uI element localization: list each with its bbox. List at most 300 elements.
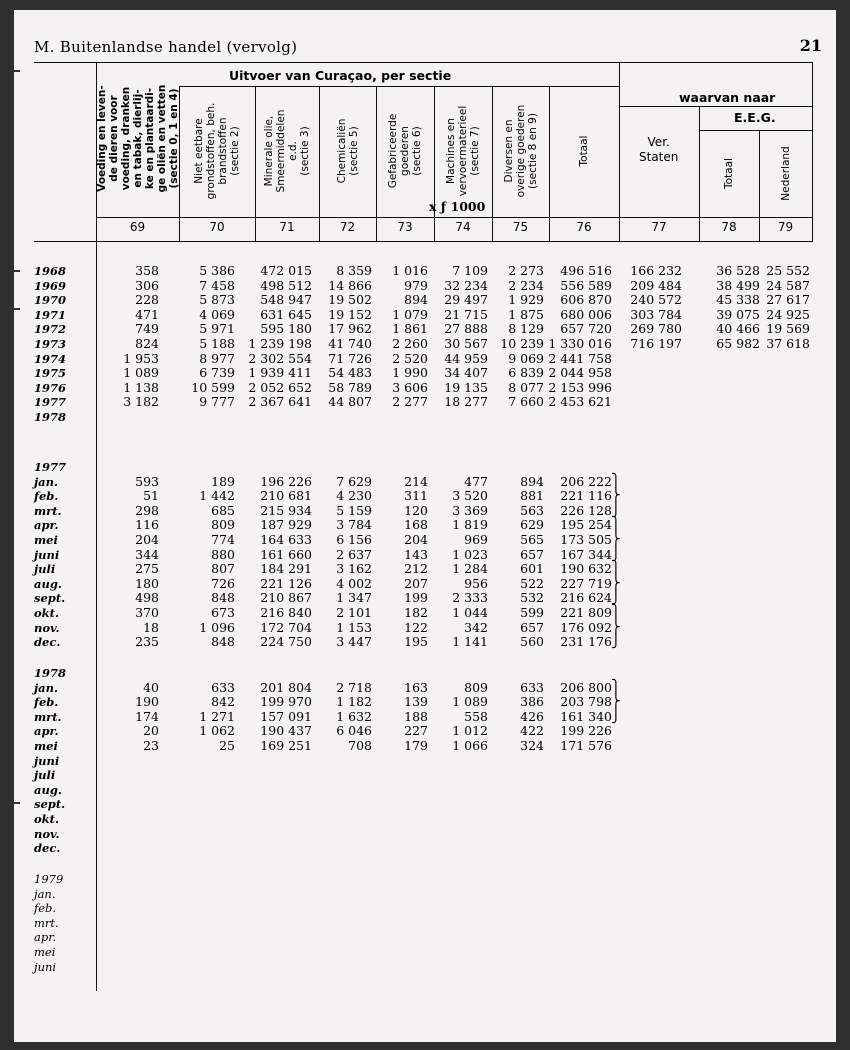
monthly-1977-row-cell: 227 719 bbox=[560, 575, 612, 591]
annual-row-cell: 6 739 bbox=[199, 365, 235, 381]
monthly-1977-row-cell: 657 bbox=[520, 619, 544, 635]
annual-row-cell: 2 044 958 bbox=[548, 365, 612, 381]
monthly-1977-row-label: jan. bbox=[34, 474, 58, 489]
subgroup-rule bbox=[619, 106, 812, 107]
monthly-1977-row-label: juli bbox=[34, 562, 56, 577]
annual-row-cell: 1 089 bbox=[123, 365, 159, 381]
annual-row-cell: 8 129 bbox=[508, 321, 544, 337]
column-number-76: 76 bbox=[576, 220, 592, 234]
monthly-1977-row-cell: 3 162 bbox=[336, 561, 372, 577]
monthly-1978-row-label: mei bbox=[34, 739, 58, 753]
column-number-70: 70 bbox=[209, 220, 225, 234]
monthly-1978-row-cell: 558 bbox=[464, 708, 488, 724]
monthly-1978-row-label: okt. bbox=[34, 812, 59, 826]
monthly-1977-row-cell: 210 867 bbox=[260, 590, 312, 606]
monthly-1977-row-cell: 173 505 bbox=[560, 532, 612, 547]
monthly-1977-row-cell: 196 226 bbox=[260, 473, 312, 489]
monthly-1977-row-cell: 226 128 bbox=[560, 502, 612, 518]
monthly-1977-row-cell: 221 116 bbox=[560, 488, 612, 504]
annual-row-cell: 680 006 bbox=[560, 306, 612, 322]
brace-mark: ⎭ bbox=[611, 502, 621, 518]
monthly-1977-row-cell: 172 704 bbox=[260, 619, 312, 635]
annual-row-cell: 1 875 bbox=[508, 306, 544, 322]
annual-row-cell: 2 367 641 bbox=[248, 394, 312, 410]
monthly-1977-row-label: mei bbox=[34, 533, 58, 547]
annual-row-cell: 30 567 bbox=[444, 336, 488, 351]
monthly-1977-row-cell: 215 934 bbox=[260, 502, 312, 518]
margin-mark bbox=[14, 308, 20, 310]
monthly-1977-row-cell: 18 bbox=[143, 619, 159, 635]
monthly-1977-row-cell: 599 bbox=[520, 605, 544, 620]
monthly-1978-row-cell: 190 bbox=[135, 694, 159, 710]
annual-row-cell: 14 866 bbox=[328, 277, 372, 293]
monthly-1978-row-cell: 139 bbox=[404, 694, 428, 710]
column-header-79: Nederland bbox=[779, 146, 792, 201]
annual-row-cell: 606 870 bbox=[560, 292, 612, 308]
monthly-1977-row-cell: 161 660 bbox=[260, 546, 312, 562]
monthly-1977-row-cell: 894 bbox=[520, 473, 544, 489]
monthly-1978-row-cell: 426 bbox=[520, 708, 544, 724]
annual-row-cell: 1 929 bbox=[508, 292, 544, 308]
monthly-1977-row-cell: 881 bbox=[520, 488, 544, 504]
column-divider bbox=[619, 62, 620, 242]
annual-row-cell: 54 483 bbox=[328, 365, 372, 381]
annual-row-cell: 2 520 bbox=[392, 350, 428, 366]
column-number-71: 71 bbox=[279, 220, 295, 234]
annual-row-cell: 24 925 bbox=[766, 306, 810, 322]
monthly-1977-row-label: aug. bbox=[34, 576, 62, 591]
monthly-1977-row-cell: 4 230 bbox=[336, 488, 372, 504]
annual-row-cell: 269 780 bbox=[630, 321, 682, 337]
annual-row-cell: 2 302 554 bbox=[248, 350, 312, 366]
margin-mark bbox=[14, 70, 20, 72]
monthly-1977-row-cell: 195 254 bbox=[560, 517, 612, 533]
annual-row-cell: 8 077 bbox=[508, 379, 544, 395]
stub-divider bbox=[96, 241, 97, 991]
annual-row-cell: 18 277 bbox=[444, 394, 488, 410]
annual-row-cell: 39 075 bbox=[716, 306, 760, 322]
column-number-79: 79 bbox=[777, 220, 794, 234]
monthly-1977-row-cell: 204 bbox=[404, 532, 428, 547]
monthly-1977-row-cell: 311 bbox=[404, 488, 428, 504]
group-title-rule bbox=[179, 86, 619, 87]
column-header-71: Minerale olie, Smeermiddelen e.d. (sectie 3) bbox=[263, 109, 311, 193]
annual-row-cell: 240 572 bbox=[630, 292, 682, 308]
monthly-1977-row-cell: 199 bbox=[404, 590, 428, 606]
subgroup-title: waarvan naar bbox=[679, 90, 776, 105]
monthly-1977-row-cell: 685 bbox=[211, 502, 235, 518]
annual-row-cell: 979 bbox=[404, 277, 428, 293]
annual-row-label: 1969 bbox=[34, 278, 67, 293]
monthly-1978-row-label: apr. bbox=[34, 724, 59, 739]
annual-row-cell: 548 947 bbox=[260, 292, 312, 308]
monthly-1977-row-cell: 560 bbox=[520, 634, 544, 650]
annual-row-cell: 657 720 bbox=[560, 321, 612, 337]
document-page bbox=[14, 10, 836, 1042]
column-divider bbox=[319, 86, 320, 242]
monthly-1977-row-label: juni bbox=[34, 547, 60, 562]
annual-row-cell: 595 180 bbox=[260, 321, 312, 337]
monthly-1977-row-cell: 1 023 bbox=[452, 546, 488, 562]
annual-row-cell: 3 182 bbox=[123, 394, 159, 410]
monthly-1977-row-cell: 216 624 bbox=[560, 590, 612, 606]
annual-row-cell: 228 bbox=[135, 292, 159, 308]
monthly-1978-row-cell: 324 bbox=[520, 738, 544, 753]
monthly-1977-row-cell: 298 bbox=[135, 502, 159, 518]
annual-row-cell: 5 188 bbox=[199, 336, 235, 351]
annual-row-label: 1972 bbox=[34, 322, 67, 337]
monthly-1977-row-label: nov. bbox=[34, 620, 60, 635]
group-title: Uitvoer van Curaçao, per sectie bbox=[229, 68, 452, 83]
monthly-1977-row-cell: 657 bbox=[520, 546, 544, 562]
monthly-1977-row-cell: 221 126 bbox=[260, 575, 312, 591]
annual-row-cell: 58 789 bbox=[328, 379, 372, 395]
brace-mark: ⎫ bbox=[611, 605, 621, 620]
monthly-1978-row-cell: 1 062 bbox=[199, 723, 235, 739]
monthly-1977-row-label: dec. bbox=[34, 635, 61, 650]
monthly-1977-row-cell: 498 bbox=[135, 590, 159, 606]
annual-row-label: 1974 bbox=[34, 351, 67, 366]
monthly-1977-row-cell: 370 bbox=[135, 605, 159, 620]
annual-row-cell: 5 971 bbox=[199, 321, 235, 337]
annual-row-cell: 1 990 bbox=[392, 365, 428, 381]
monthly-1977-row-cell: 210 681 bbox=[260, 488, 312, 504]
monthly-1978-row-label: dec. bbox=[34, 841, 61, 856]
column-number-72: 72 bbox=[339, 220, 356, 234]
brace-mark: ⎫ bbox=[611, 517, 621, 533]
brace-mark: ⎭ bbox=[611, 708, 621, 724]
monthly-1977-row-cell: 182 bbox=[404, 605, 428, 620]
annual-row-cell: 25 552 bbox=[766, 263, 810, 278]
page-number: 21 bbox=[799, 36, 822, 55]
annual-row-cell: 24 587 bbox=[766, 277, 810, 293]
annual-row-cell: 2 260 bbox=[392, 336, 428, 351]
monthly-1977-row-cell: 231 176 bbox=[560, 634, 612, 650]
monthly-1978-row-cell: 169 251 bbox=[260, 738, 312, 753]
annual-row-cell: 2 273 bbox=[508, 263, 544, 278]
margin-mark bbox=[14, 270, 20, 272]
monthly-1977-row-cell: 207 bbox=[404, 575, 428, 591]
annual-row-cell: 7 458 bbox=[199, 277, 235, 293]
annual-row-cell: 472 015 bbox=[260, 263, 312, 278]
monthly-1977-row-cell: 6 156 bbox=[336, 532, 372, 547]
annual-row-label: 1977 bbox=[34, 395, 67, 410]
monthly-1978-row-cell: 2 718 bbox=[336, 679, 372, 695]
annual-row-label: 1978 bbox=[34, 410, 67, 424]
annual-row-label: 1975 bbox=[34, 366, 67, 381]
annual-row-cell: 41 740 bbox=[328, 336, 372, 351]
monthly-1977-row-cell: 204 bbox=[135, 532, 159, 547]
column-number-78: 78 bbox=[721, 220, 737, 234]
header-rule-bottom bbox=[34, 241, 812, 242]
column-header-78: Totaal bbox=[723, 158, 735, 189]
annual-row-cell: 19 569 bbox=[766, 321, 810, 337]
annual-row-cell: 2 453 621 bbox=[548, 394, 612, 410]
brace-mark: ⎫ bbox=[611, 561, 621, 577]
annual-row-cell: 44 807 bbox=[328, 394, 372, 410]
annual-row-cell: 10 599 bbox=[191, 379, 235, 395]
annual-row-cell: 37 618 bbox=[766, 336, 810, 351]
annual-row-cell: 471 bbox=[135, 306, 159, 322]
monthly-1978-row-cell: 1 632 bbox=[336, 708, 372, 724]
monthly-1979-row-label: mei bbox=[34, 945, 56, 959]
brace-mark: ⎭ bbox=[611, 590, 621, 606]
monthly-1977-row-cell: 3 447 bbox=[336, 634, 372, 650]
margin-mark bbox=[14, 802, 20, 804]
monthly-1977-row-cell: 224 750 bbox=[260, 634, 312, 650]
annual-row-cell: 27 888 bbox=[444, 321, 488, 337]
brace-mark: ⎭ bbox=[611, 546, 621, 562]
monthly-1978-row-label: mrt. bbox=[34, 709, 62, 724]
monthly-1977-row-cell: 206 222 bbox=[560, 473, 612, 489]
monthly-1977-row-label: mrt. bbox=[34, 503, 62, 518]
monthly-1978-row-cell: 174 bbox=[135, 708, 159, 724]
monthly-1977-row-cell: 3 784 bbox=[336, 517, 372, 533]
monthly-1977-row-cell: 51 bbox=[143, 488, 159, 504]
monthly-1977-row-cell: 212 bbox=[404, 561, 428, 577]
annual-row-cell: 303 784 bbox=[630, 306, 682, 322]
annual-row-cell: 894 bbox=[404, 292, 428, 308]
annual-row-cell: 8 977 bbox=[199, 350, 235, 366]
monthly-1977-row-label: sept. bbox=[34, 591, 66, 606]
column-header-69: Voeding en leven- de dieren voor voeding, dranken en tabak, dierlij- ke en plantaardi- ge oliën en vetten (sectie 0, 1 en 4) bbox=[95, 84, 180, 193]
annual-row-cell: 5 386 bbox=[199, 263, 235, 278]
monthly-1977-row-cell: 275 bbox=[135, 561, 159, 577]
monthly-1978-row-cell: 842 bbox=[211, 694, 235, 710]
monthly-1977-row-cell: 180 bbox=[135, 575, 159, 591]
monthly-1977-row-cell: 221 809 bbox=[560, 605, 612, 620]
annual-row-cell: 9 069 bbox=[508, 350, 544, 366]
annual-row-cell: 2 052 652 bbox=[248, 379, 312, 395]
monthly-1977-row-cell: 168 bbox=[404, 517, 428, 533]
annual-row-label: 1968 bbox=[34, 264, 67, 278]
annual-row-cell: 32 234 bbox=[444, 277, 488, 293]
monthly-1977-row-cell: 809 bbox=[211, 517, 235, 533]
annual-row-cell: 38 499 bbox=[716, 277, 760, 293]
monthly-1977-row-label: feb. bbox=[34, 489, 59, 504]
column-header-76: Totaal bbox=[578, 135, 590, 167]
annual-row-label: 1976 bbox=[34, 380, 67, 395]
monthly-1977-row-cell: 5 159 bbox=[336, 502, 372, 518]
annual-row-cell: 5 873 bbox=[199, 292, 235, 308]
monthly-1979-row-label: apr. bbox=[34, 930, 57, 945]
eeg-rule bbox=[699, 130, 812, 131]
monthly-1977-row-cell: 1 141 bbox=[452, 634, 488, 650]
monthly-1977-row-cell: 956 bbox=[464, 575, 488, 591]
annual-row-cell: 716 197 bbox=[630, 336, 682, 351]
monthly-1978-row-cell: 206 800 bbox=[560, 679, 612, 695]
annual-row-cell: 7 109 bbox=[452, 263, 488, 278]
monthly-1977-row-cell: 4 002 bbox=[336, 575, 372, 591]
monthly-1977-row-cell: 143 bbox=[404, 546, 428, 562]
annual-row-cell: 3 606 bbox=[392, 379, 428, 395]
annual-row-cell: 19 152 bbox=[328, 306, 372, 322]
annual-row-cell: 824 bbox=[135, 336, 159, 351]
monthly-1978-row-cell: 171 576 bbox=[560, 738, 612, 753]
annual-row-cell: 6 839 bbox=[508, 365, 544, 381]
monthly-1977-row-cell: 187 929 bbox=[260, 517, 312, 533]
monthly-1977-row-cell: 477 bbox=[464, 473, 488, 489]
column-divider bbox=[549, 86, 550, 242]
column-number-75: 75 bbox=[512, 220, 529, 234]
monthly-1977-row-cell: 2 333 bbox=[452, 590, 488, 606]
year-label-1977: 1977 bbox=[34, 460, 67, 474]
brace-mark: ⎫ bbox=[611, 473, 621, 489]
monthly-1978-row-cell: 633 bbox=[520, 679, 544, 695]
annual-row-cell: 29 497 bbox=[444, 292, 488, 308]
annual-row-cell: 631 645 bbox=[260, 306, 312, 322]
monthly-1978-row-label: aug. bbox=[34, 782, 62, 797]
monthly-1977-row-cell: 1 153 bbox=[336, 619, 372, 635]
column-number-73: 73 bbox=[397, 220, 413, 234]
column-header-74: Machines en vervoermaterieel (sectie 7) bbox=[445, 105, 481, 197]
column-divider bbox=[492, 86, 493, 242]
annual-row-cell: 1 138 bbox=[123, 379, 159, 395]
brace-mark: ⎬ bbox=[611, 619, 621, 635]
brace-mark: ⎬ bbox=[611, 532, 621, 547]
annual-row-cell: 209 484 bbox=[630, 277, 682, 293]
column-header-70: Niet eetbare grondstoffen, beh. brandstoffen (sectie 2) bbox=[193, 102, 241, 200]
monthly-1977-row-cell: 176 092 bbox=[560, 619, 612, 635]
annual-row-cell: 358 bbox=[135, 263, 159, 278]
eeg-title: E.E.G. bbox=[734, 110, 776, 125]
monthly-1978-row-cell: 386 bbox=[520, 694, 544, 710]
monthly-1978-row-cell: 6 046 bbox=[336, 723, 372, 739]
brace-mark: ⎬ bbox=[611, 694, 621, 710]
annual-row-cell: 1 939 411 bbox=[248, 365, 312, 381]
year-label-1978: 1978 bbox=[34, 666, 67, 680]
annual-row-cell: 1 079 bbox=[392, 306, 428, 322]
annual-row-cell: 1 330 016 bbox=[548, 336, 612, 351]
monthly-1977-row-cell: 726 bbox=[211, 575, 235, 591]
section-title: M. Buitenlandse handel (vervolg) bbox=[34, 38, 298, 56]
column-header-73: Gefabriceerde goederen (sectie 6) bbox=[387, 113, 423, 189]
annual-row-cell: 17 962 bbox=[328, 321, 372, 337]
monthly-1978-row-cell: 161 340 bbox=[560, 708, 612, 724]
annual-row-cell: 71 726 bbox=[328, 350, 372, 366]
monthly-1977-row-cell: 1 044 bbox=[452, 605, 488, 620]
monthly-1977-row-cell: 164 633 bbox=[260, 532, 312, 547]
monthly-1977-row-cell: 2 637 bbox=[336, 546, 372, 562]
monthly-1978-row-label: sept. bbox=[34, 797, 66, 812]
annual-row-cell: 556 589 bbox=[560, 277, 612, 293]
annual-row-cell: 7 660 bbox=[508, 394, 544, 410]
monthly-1979-row-label: mrt. bbox=[34, 915, 59, 930]
monthly-1978-row-label: nov. bbox=[34, 826, 60, 841]
monthly-1977-row-cell: 190 632 bbox=[560, 561, 612, 577]
monthly-1977-row-cell: 629 bbox=[520, 517, 544, 533]
annual-row-cell: 2 153 996 bbox=[548, 379, 612, 395]
monthly-1978-row-cell: 809 bbox=[464, 679, 488, 695]
monthly-1977-row-cell: 1 347 bbox=[336, 590, 372, 606]
annual-row-cell: 166 232 bbox=[630, 263, 682, 278]
monthly-1977-row-cell: 848 bbox=[211, 634, 235, 650]
monthly-1978-row-cell: 633 bbox=[211, 679, 235, 695]
monthly-1977-row-cell: 116 bbox=[135, 517, 159, 533]
annual-row-cell: 2 277 bbox=[392, 394, 428, 410]
column-header-75: Diversen en overige goederen (sectie 8 en 9) bbox=[502, 104, 539, 198]
annual-row-cell: 1 861 bbox=[392, 321, 428, 337]
monthly-1977-row-cell: 563 bbox=[520, 502, 544, 518]
monthly-1977-row-cell: 214 bbox=[404, 473, 428, 489]
column-number-69: 69 bbox=[129, 220, 146, 234]
monthly-1978-row-label: jan. bbox=[34, 680, 58, 695]
annual-row-cell: 36 528 bbox=[716, 263, 760, 278]
monthly-1978-row-cell: 1 089 bbox=[452, 694, 488, 710]
monthly-1977-row-cell: 3 369 bbox=[452, 502, 488, 518]
monthly-1978-row-label: juni bbox=[34, 753, 60, 768]
annual-row-cell: 749 bbox=[135, 321, 159, 337]
brace-mark: ⎭ bbox=[611, 634, 621, 650]
colnum-rule-top bbox=[96, 217, 812, 218]
monthly-1977-row-cell: 601 bbox=[520, 561, 544, 577]
monthly-1977-row-cell: 2 101 bbox=[336, 605, 372, 620]
monthly-1977-row-cell: 774 bbox=[211, 532, 235, 547]
monthly-1977-row-cell: 3 520 bbox=[452, 488, 488, 504]
monthly-1978-row-cell: 25 bbox=[219, 738, 235, 753]
annual-row-cell: 8 359 bbox=[336, 263, 372, 278]
annual-row-label: 1970 bbox=[34, 293, 67, 308]
monthly-1978-row-cell: 179 bbox=[404, 738, 428, 753]
monthly-1978-row-cell: 201 804 bbox=[260, 679, 312, 695]
monthly-1978-row-cell: 199 970 bbox=[260, 694, 312, 710]
monthly-1977-row-cell: 1 819 bbox=[452, 517, 488, 533]
monthly-1977-row-cell: 216 840 bbox=[260, 605, 312, 620]
monthly-1978-row-cell: 20 bbox=[143, 723, 159, 739]
header-rule-top bbox=[34, 62, 812, 63]
monthly-1979-row-label: feb. bbox=[34, 901, 57, 916]
monthly-1978-row-cell: 40 bbox=[143, 679, 159, 695]
monthly-1977-row-cell: 848 bbox=[211, 590, 235, 606]
monthly-1978-row-cell: 199 226 bbox=[560, 723, 612, 739]
monthly-1977-row-cell: 880 bbox=[211, 546, 235, 562]
annual-row-label: 1971 bbox=[34, 307, 67, 322]
column-number-74: 74 bbox=[455, 220, 471, 234]
column-divider bbox=[255, 86, 256, 242]
monthly-1977-row-cell: 189 bbox=[211, 473, 235, 489]
monthly-1977-row-cell: 195 bbox=[404, 634, 428, 650]
annual-row-cell: 4 069 bbox=[199, 306, 235, 322]
monthly-1977-row-cell: 167 344 bbox=[560, 546, 612, 562]
monthly-1979-row-label: juni bbox=[34, 959, 57, 974]
brace-mark: ⎬ bbox=[611, 575, 621, 591]
annual-row-cell: 496 516 bbox=[560, 263, 612, 278]
annual-row-cell: 19 135 bbox=[444, 379, 488, 395]
annual-row-cell: 1 953 bbox=[123, 350, 159, 366]
monthly-1978-row-cell: 23 bbox=[143, 738, 159, 753]
unit-label: x ƒ 1000 bbox=[429, 199, 486, 214]
brace-mark: ⎫ bbox=[611, 679, 621, 695]
annual-row-cell: 65 982 bbox=[716, 336, 760, 351]
column-header-72: Chemicaliën (sectie 5) bbox=[335, 118, 360, 184]
monthly-1979-row-label: jan. bbox=[34, 886, 56, 901]
monthly-1977-row-cell: 532 bbox=[520, 590, 544, 606]
monthly-1977-row-cell: 235 bbox=[135, 634, 159, 650]
monthly-1978-row-label: juli bbox=[34, 768, 56, 783]
monthly-1978-row-cell: 190 437 bbox=[260, 723, 312, 739]
monthly-1978-row-cell: 163 bbox=[404, 679, 428, 695]
annual-row-cell: 498 512 bbox=[260, 277, 312, 293]
monthly-1978-row-cell: 422 bbox=[520, 723, 544, 739]
monthly-1977-row-cell: 969 bbox=[464, 532, 488, 547]
monthly-1977-row-cell: 122 bbox=[404, 619, 428, 635]
column-divider bbox=[434, 86, 435, 242]
monthly-1978-row-cell: 203 798 bbox=[560, 694, 612, 710]
annual-row-cell: 34 407 bbox=[444, 365, 488, 381]
monthly-1978-row-cell: 708 bbox=[348, 738, 372, 753]
column-header-ver-staten: Ver. Staten bbox=[639, 135, 679, 164]
year-label-1979: 1979 bbox=[34, 872, 64, 886]
